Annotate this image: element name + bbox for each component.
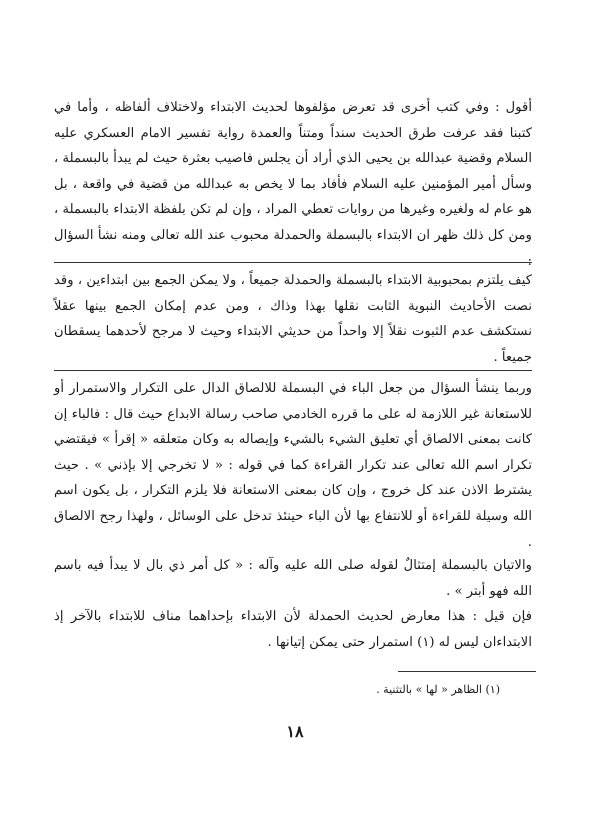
divider-1 [54,262,532,263]
divider-2 [54,370,532,371]
paragraph-4: والاتيان بالبسملة إمتثالٌ لقوله صلى الله عليه وآله : « كل أمر ذي بال لا يبدأ فيه باسم الله فهو أبتر » . [54,558,532,599]
paragraph-1: أقول : وفي كتب أخرى قد تعرض مؤلفوها لحديث الابتداء ولاختلاف ألفاظه ، وأما في كتبنا فقد عرفت طرق الحديث سنداً ومتناً والعمدة رواية تفسير الامام العسكري عليه السلام وقضية عبدالله بن يحيى الذي أراد أن يجلس فاصيب بعثرة حيث لم يبدأ بالبسملة ، وسأل أمير المؤمنين عليه السلام فأفاد بما لا يخص به عبدالله من قضية في واقعة ، بل هو عام له ولغيره وغيرها من روايات تعطي المراد ، وإن لم تكن بلفظة الابتداء بالبسملة ، ومن كل ذلك ظهر ان الابتداء بالبسملة والحمدلة محبوب عند الله تعالى ومنه نشأ السؤال [54,100,532,243]
footnote: (١) الظاهر « لها » بالتثنية . [376,683,500,696]
page-number: ١٨ [286,722,304,741]
footnote-rule [398,671,536,672]
paragraph-2: كيف يلتزم بمحبوبية الابتداء بالبسملة والحمدلة جميعاً ، ولا يمكن الجمع بين ابتداءين ، وقد نصت الأحاديث النبوية الثابت نقلها بهذا وذاك ، ومن عدم إمكان الجمع بينها عقلاً نستكشف عدم الثبوت نقلاً إلا واحداً من حديثي الابتداء وحيث لا مرجح لأحدهما يسقطان جميعاً . [54,273,532,365]
paragraph-3: وربما ينشأ السؤال من جعل الباء في البسملة للالصاق الدال على التكرار والاستمرار أو للاستعانة غير اللازمة له على ما قرره الخادمي صاحب رسالة الابداع حيث قال : فالباء إن كانت بمعنى الالصاق أي تعليق الشيء بالشيء وإيصاله به وكان متعلقه « إقرأ » فيقتضي تكرار اسم الله تعالى عند تكرار القراءة كما في قوله : « لا تخرجي إلا بإذني » . حيث يشترط الاذن عند كل خروج ، وإن كان بمعنى الاستعانة فلا يلزم التكرار ، بل يكون اسم الله وسيلة للقراءة أو للانتفاع بها لأن الباء حينئذ تدخل على الوسائل ، ولهذا رجح الالصاق . [54,381,532,550]
paragraph-5: فإن قيل : هذا معارض لحديث الحمدلة لأن الابتداء بإحداهما مناف للابتداء بالآخر إذ الابتداءان ليس له (١) استمرار حتى يمكن إتيانها . [54,609,532,650]
